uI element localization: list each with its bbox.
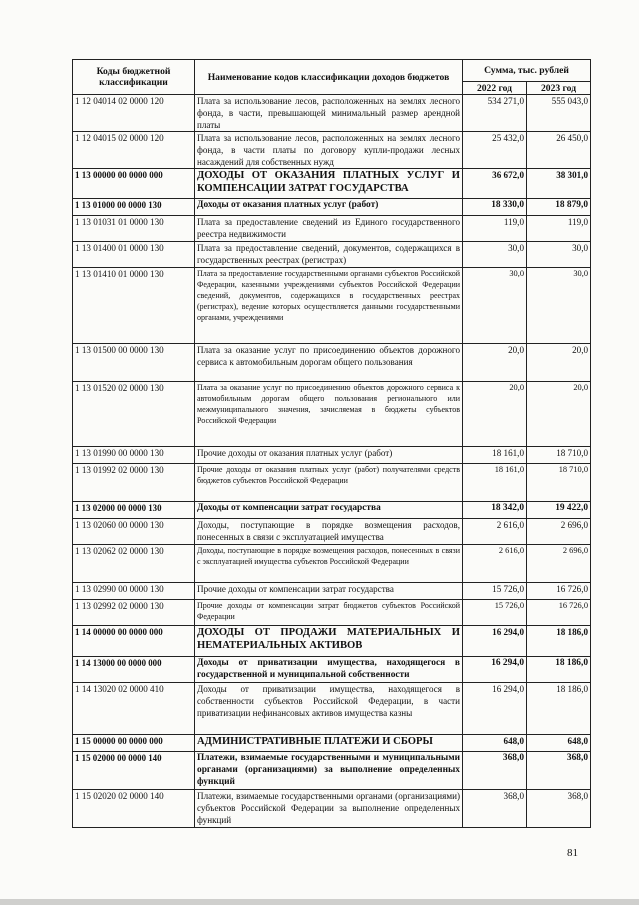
table-row — [73, 95, 591, 132]
table-row — [73, 216, 591, 242]
row-name: Прочие доходы от оказания платных услуг (работ) — [195, 447, 463, 464]
row-2022: 368,0 — [463, 790, 527, 828]
row-2022: 20,0 — [463, 382, 527, 447]
row-2023: 2 696,0 — [527, 545, 591, 583]
row-2023: 18 710,0 — [527, 447, 591, 464]
row-2022: 25 432,0 — [463, 132, 527, 169]
row-name: Прочие доходы от оказания платных услуг (работ) получателями средств бюджетов субъектов Российской Федерации — [195, 464, 463, 502]
row-2022: 36 672,0 — [463, 169, 527, 199]
row-2023: 18 879,0 — [527, 199, 591, 216]
row-2022: 2 616,0 — [463, 519, 527, 545]
row-2022: 15 726,0 — [463, 600, 527, 626]
row-2023: 119,0 — [527, 216, 591, 242]
row-2022: 18 161,0 — [463, 464, 527, 502]
row-name: Плата за оказание услуг по присоединению объектов дорожного сервиса к автомобильным дорогам общего пользования регионального или межмуниципального значения, зачисляемая в бюджеты субъектов Российской Федерации — [195, 382, 463, 447]
scan-bottom-edge — [0, 899, 639, 905]
table-row — [73, 790, 591, 828]
table-row — [73, 600, 591, 626]
table-row — [73, 683, 591, 735]
row-name: Плата за предоставление сведений, документов, содержащихся в государственных реестрах (регистрах) — [195, 242, 463, 268]
header-code: Коды бюджетной классификации — [73, 60, 195, 95]
row-code: 1 13 01410 01 0000 130 — [73, 268, 195, 344]
row-2022: 18 330,0 — [463, 199, 527, 216]
row-2023: 368,0 — [527, 752, 591, 790]
row-name: Доходы, поступающие в порядке возмещения расходов, понесенных в связи с эксплуатацией имущества субъектов Российской Федерации — [195, 545, 463, 583]
row-2023: 18 186,0 — [527, 626, 591, 657]
row-name: Платежи, взимаемые государственными органами (организациями) субъектов Российской Федерации за выполнение определенных функций — [195, 790, 463, 828]
budget-revenue-table — [72, 59, 591, 828]
row-name: Плата за предоставление государственными органами субъектов Российской Федерации, казенными учреждениями субъектов Российской Федерации сведений, документов, содержащихся в государственных реестрах (регистрах), ведение которых осуществляется данными государственными органами, учреждениями — [195, 268, 463, 344]
row-code: 1 13 01990 00 0000 130 — [73, 447, 195, 464]
table-row — [73, 519, 591, 545]
row-name: ДОХОДЫ ОТ ПРОДАЖИ МАТЕРИАЛЬНЫХ И НЕМАТЕРИАЛЬНЫХ АКТИВОВ — [195, 626, 463, 657]
row-name: Доходы, поступающие в порядке возмещения расходов, понесенных в связи с эксплуатацией имущества — [195, 519, 463, 545]
row-2023: 19 422,0 — [527, 502, 591, 519]
row-code: 1 13 01992 02 0000 130 — [73, 464, 195, 502]
row-2022: 119,0 — [463, 216, 527, 242]
row-2022: 534 271,0 — [463, 95, 527, 132]
row-name: Прочие доходы от компенсации затрат бюджетов субъектов Российской Федерации — [195, 600, 463, 626]
table-row — [73, 169, 591, 199]
row-name: Доходы от приватизации имущества, находящегося в государственной и муниципальной собственности — [195, 657, 463, 683]
table-row — [73, 268, 591, 344]
row-code: 1 13 01400 01 0000 130 — [73, 242, 195, 268]
row-code: 1 15 00000 00 0000 000 — [73, 735, 195, 752]
table-row — [73, 242, 591, 268]
row-name: Плата за использование лесов, расположенных на землях лесного фонда, в части платы по договору купли-продажи лесных насаждений для собственных нужд — [195, 132, 463, 169]
row-2022: 16 294,0 — [463, 683, 527, 735]
table-row — [73, 502, 591, 519]
row-code: 1 13 01031 01 0000 130 — [73, 216, 195, 242]
row-2022: 30,0 — [463, 268, 527, 344]
row-2023: 555 043,0 — [527, 95, 591, 132]
row-2023: 30,0 — [527, 242, 591, 268]
table-row — [73, 626, 591, 657]
row-name: Доходы от приватизации имущества, находящегося в собственности субъектов Российской Федерации, в части приватизации нефинансовых активов имущества казны — [195, 683, 463, 735]
row-code: 1 12 04014 02 0000 120 — [73, 95, 195, 132]
row-name: Прочие доходы от компенсации затрат государства — [195, 583, 463, 600]
row-code: 1 13 02062 02 0000 130 — [73, 545, 195, 583]
row-2022: 15 726,0 — [463, 583, 527, 600]
row-2022: 648,0 — [463, 735, 527, 752]
row-name: Плата за оказание услуг по присоединению объектов дорожного сервиса к автомобильным дорогам общего пользования — [195, 344, 463, 382]
row-code: 1 12 04015 02 0000 120 — [73, 132, 195, 169]
row-2022: 2 616,0 — [463, 545, 527, 583]
row-name: Платежи, взимаемые государственными и муниципальными органами (организациями) за выполнение определенных функций — [195, 752, 463, 790]
row-2023: 20,0 — [527, 344, 591, 382]
row-code: 1 13 00000 00 0000 000 — [73, 169, 195, 199]
row-2023: 368,0 — [527, 790, 591, 828]
row-2022: 30,0 — [463, 242, 527, 268]
row-2023: 18 186,0 — [527, 683, 591, 735]
row-code: 1 14 00000 00 0000 000 — [73, 626, 195, 657]
table-row — [73, 464, 591, 502]
header-name: Наименование кодов классификации доходов бюджетов — [195, 60, 463, 95]
row-code: 1 13 01500 00 0000 130 — [73, 344, 195, 382]
table-row — [73, 199, 591, 216]
row-2022: 16 294,0 — [463, 626, 527, 657]
row-code: 1 15 02020 02 0000 140 — [73, 790, 195, 828]
header-year-2022: 2022 год — [463, 82, 527, 95]
row-2022: 20,0 — [463, 344, 527, 382]
row-2023: 30,0 — [527, 268, 591, 344]
row-code: 1 13 01520 02 0000 130 — [73, 382, 195, 447]
row-code: 1 13 02990 00 0000 130 — [73, 583, 195, 600]
table-row — [73, 382, 591, 447]
table-row — [73, 657, 591, 683]
row-2022: 368,0 — [463, 752, 527, 790]
row-2023: 16 726,0 — [527, 600, 591, 626]
header-sum: Сумма, тыс. рублей — [463, 60, 591, 82]
row-2022: 18 342,0 — [463, 502, 527, 519]
table-row — [73, 132, 591, 169]
table-row — [73, 447, 591, 464]
row-2023: 18 186,0 — [527, 657, 591, 683]
row-name: Плата за использование лесов, расположенных на землях лесного фонда, в части, превышающей минимальный размер арендной платы — [195, 95, 463, 132]
row-name: АДМИНИСТРАТИВНЫЕ ПЛАТЕЖИ И СБОРЫ — [195, 735, 463, 752]
row-2023: 648,0 — [527, 735, 591, 752]
table-row — [73, 583, 591, 600]
table-row — [73, 545, 591, 583]
table-row — [73, 752, 591, 790]
row-2023: 20,0 — [527, 382, 591, 447]
row-code: 1 13 02000 00 0000 130 — [73, 502, 195, 519]
row-2022: 16 294,0 — [463, 657, 527, 683]
row-code: 1 13 01000 00 0000 130 — [73, 199, 195, 216]
row-name: Доходы от компенсации затрат государства — [195, 502, 463, 519]
row-code: 1 14 13020 02 0000 410 — [73, 683, 195, 735]
row-code: 1 15 02000 00 0000 140 — [73, 752, 195, 790]
row-name: Доходы от оказания платных услуг (работ) — [195, 199, 463, 216]
page-number: 81 — [567, 847, 578, 859]
row-code: 1 13 02992 02 0000 130 — [73, 600, 195, 626]
row-code: 1 14 13000 00 0000 000 — [73, 657, 195, 683]
row-code: 1 13 02060 00 0000 130 — [73, 519, 195, 545]
row-name: ДОХОДЫ ОТ ОКАЗАНИЯ ПЛАТНЫХ УСЛУГ И КОМПЕНСАЦИИ ЗАТРАТ ГОСУДАРСТВА — [195, 169, 463, 199]
row-2023: 16 726,0 — [527, 583, 591, 600]
row-name: Плата за предоставление сведений из Единого государственного реестра недвижимости — [195, 216, 463, 242]
row-2023: 26 450,0 — [527, 132, 591, 169]
row-2023: 2 696,0 — [527, 519, 591, 545]
header-year-2023: 2023 год — [527, 82, 591, 95]
row-2023: 38 301,0 — [527, 169, 591, 199]
table-row — [73, 344, 591, 382]
table-row — [73, 735, 591, 752]
row-2022: 18 161,0 — [463, 447, 527, 464]
row-2023: 18 710,0 — [527, 464, 591, 502]
